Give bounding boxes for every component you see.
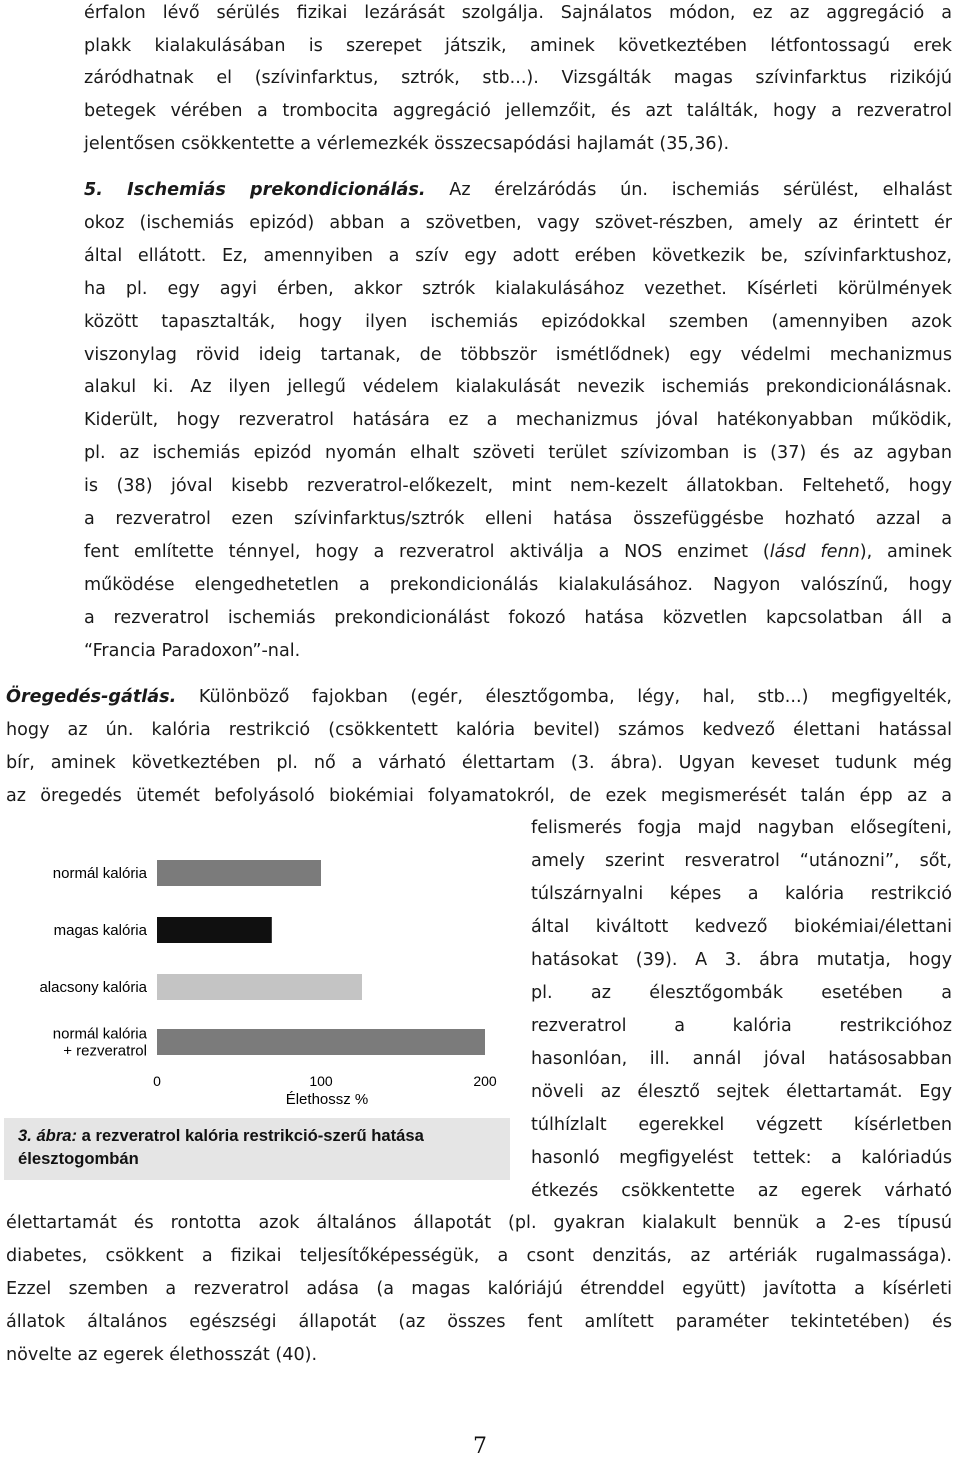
text-line: viszonylag rövid ideig tartanak, de többször ismétlődnek) egy védelmi mechanizmus: [84, 345, 952, 365]
x-tick-label: 200: [473, 1073, 497, 1089]
text-line: Ezzel szemben a rezveratrol adása (a magas kalóriájú étrenddel együtt) javította a kísérleti: [6, 1279, 952, 1299]
text-line: hogy az ún. kalória restrikció (csökkentett kalória bevitel) számos kedvező élettani hatással: [6, 720, 952, 740]
italic-run: lásd fenn: [769, 542, 860, 562]
bar-0: [157, 860, 321, 886]
text-line: [6, 681, 952, 714]
text-line: között tapasztalták, hogy ilyen ischemiás epizódokkal szemben (amennyiben azok: [84, 312, 952, 332]
text-line: [84, 174, 952, 207]
section-heading: 5. Ischemiás prekondicionálás.: [84, 180, 426, 200]
text-line: pl. az élesztőgombák esetében a: [531, 983, 952, 1003]
text-line: rezveratrol a kalória restrikcióhoz: [531, 1016, 952, 1036]
text-line: is (38) jóval kisebb rezveratrol-előkezelt, mint nem-kezelt állatokban. Feltehető, hogy: [84, 476, 952, 496]
text-line: érfalon lévő sérülés fizikai lezárását szolgálja. Sajnálatos módon, ez az aggregáció a: [84, 3, 952, 23]
x-tick-label: 100: [309, 1073, 333, 1089]
text-run: Az érelzáródás ún. ischemiás sérülést, elhalást: [425, 180, 952, 200]
text-line: pl. az ischemiás epizód nyomán elhalt szöveti terület szívizomban is (37) és az agyban: [84, 443, 952, 463]
text-line: által ellátott. Ez, amennyiben a szív egy adott erében következik be, szívinfarktushoz,: [84, 246, 952, 266]
text-line: által kiváltott kedvező biokémiai/élettani: [531, 917, 952, 937]
figure-caption-box: [4, 1118, 510, 1180]
text-line: az öregedés ütemét befolyásoló biokémiai folyamatokról, de ezek megismerését talán épp az a: [6, 786, 952, 806]
text-line: ha pl. egy agyi érben, akkor sztrók kialakulásához vezethet. Kísérleti körülmények: [84, 279, 952, 299]
text-line: működése elengedhetetlen a prekondicionálás kialakulásához. Nagyon valószínű, hogy: [84, 575, 952, 595]
text-line: alakul ki. Az ilyen jellegű védelem kialakulását nevezik ischemiás prekondicionálásnak.: [84, 377, 952, 397]
text-line: jelentősen csökkentette a vérlemezkék összecsapódási hajlamát (35,36).: [84, 134, 730, 154]
text-line: diabetes, csökkent a fizikai teljesítőképességük, a csont denzitás, az artériák rugalmassága).: [6, 1246, 952, 1266]
text-line: Kiderült, hogy rezveratrol hatására ez a mechanizmus jóval hatékonyabban működik,: [84, 410, 952, 430]
text-line: túlhízlalt egerekkel végzett kísérletben: [531, 1115, 952, 1135]
text-line: “Francia Paradoxon”-nal.: [84, 641, 301, 661]
category-label: normál kalória: [52, 1025, 147, 1043]
text-line: felismerés fogja majd nagyban elősegíteni,: [531, 818, 952, 838]
text-run: Különböző fajokban (egér, élesztőgomba, légy, hal, stb...) megfigyelték,: [176, 687, 952, 707]
text-line: állatok általános egészségi állapotát (az összes fent amlített paraméter tekintetében) és: [6, 1312, 952, 1332]
category-label: magas kalória: [53, 922, 147, 939]
text-line: [84, 536, 952, 569]
text-line: étkezés csökkentette az egerek várható: [531, 1181, 952, 1201]
category-label: alacsony kalória: [39, 979, 147, 996]
figure-caption: [18, 1125, 508, 1170]
text-line: hasonlóan, ill. annál jóval hatásosabban: [531, 1049, 952, 1069]
bar-3: [157, 1029, 485, 1055]
figure-caption-line2: élesztogombán: [18, 1148, 139, 1168]
bar-1: [157, 917, 272, 943]
figure-caption-text: a rezveratrol kalória restrikció-szerű hatása: [77, 1126, 424, 1145]
bar-2: [157, 974, 362, 1000]
text-line: a rezveratrol ischemiás prekondicionálást fokozó hatása közvetlen kapcsolatban áll a: [84, 608, 952, 628]
figure-caption-label: 3. ábra:: [18, 1126, 78, 1145]
text-line: a rezveratrol ezen szívinfarktus/sztrók elleni hatása összefüggésbe hozható azzal a: [84, 509, 952, 529]
text-line: bír, aminek következtében pl. nő a várható élettartam (3. ábra). Ugyan keveset tudunk még: [6, 753, 952, 773]
x-axis-label: Élethossz %: [285, 1091, 369, 1108]
text-line: záródhatnak el (szívinfarktus, sztrók, stb...). Vizsgálták magas szívinfarktus rizikójú: [84, 68, 952, 88]
text-line: amely szerint resveratrol “utánozni”, sőt,: [531, 851, 952, 871]
figure-3: [4, 836, 510, 1180]
text-line: növeli az élesztő sejtek élettartamát. Egy: [531, 1082, 952, 1102]
text-line: túlszárnyalni képes a kalória restrikció: [531, 884, 952, 904]
text-run: ), aminek: [859, 542, 952, 562]
text-line: betegek vérében a trombocita aggregáció jellemzőit, és azt találták, hogy a rezveratrol: [84, 101, 952, 121]
lifespan-bar-chart: [4, 836, 510, 1118]
text-line: élettartamát és rontotta azok általános állapotát (pl. gyakran kialakult bennük a 2-es típusú: [6, 1213, 952, 1233]
text-run: fent említette ténnyel, hogy a rezveratrol aktiválja a NOS enzimet (: [84, 542, 770, 562]
text-line: hatásokat (39). A 3. ábra mutatja, hogy: [531, 950, 952, 970]
category-label: + rezveratrol: [63, 1042, 147, 1060]
text-line: okoz (ischemiás epizód) abban a szövetben, vagy szövet-részben, amely az érintett ér: [84, 213, 952, 233]
section-heading: Öregedés-gátlás.: [6, 687, 177, 707]
text-line: hasonló megfigyelést tettek: a kalóriadús: [531, 1148, 952, 1168]
category-label: normál kalória: [52, 865, 147, 882]
text-line: növelte az egerek élethosszát (40).: [6, 1345, 318, 1365]
text-line: plakk kialakulásában is szerepet játszik, aminek következtében létfontossagú erek: [84, 36, 952, 56]
page-number: 7: [473, 1434, 487, 1459]
x-tick-label: 0: [153, 1073, 161, 1089]
